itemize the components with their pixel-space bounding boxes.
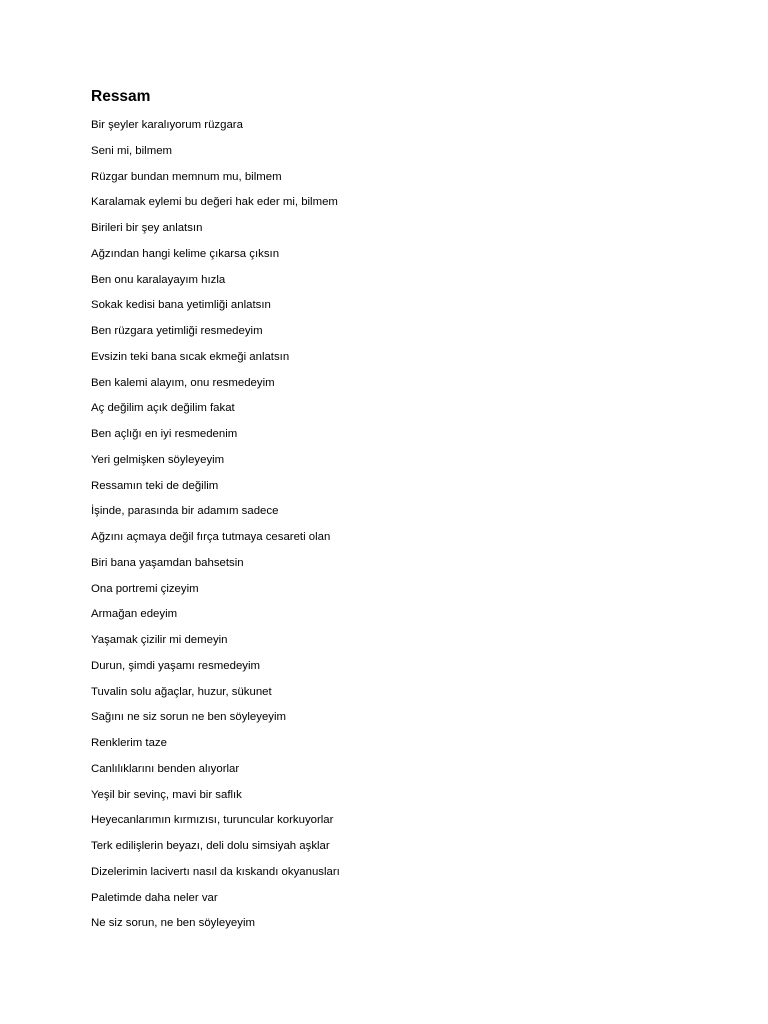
poem-line: Heyecanlarımın kırmızısı, turuncular korkuyorlar <box>91 814 334 827</box>
poem-line: Yeşil bir sevinç, mavi bir saflık <box>91 788 242 801</box>
poem-line: Aç değilim açık değilim fakat <box>91 402 235 415</box>
poem-line: Durun, şimdi yaşamı resmedeyim <box>91 659 261 672</box>
poem-line: Terk edilişlerin beyazı, deli dolu simsiyah aşklar <box>91 840 330 852</box>
poem-line: Sokak kedisi bana yetimliği anlatsın <box>91 299 271 312</box>
poem-line: Canlılıklarını benden alıyorlar <box>91 762 240 775</box>
poem-line: Ona portremi çizeyim <box>91 582 199 595</box>
poem-line: Evsizin teki bana sıcak ekmeği anlatsın <box>91 350 290 363</box>
poem-line: İşinde, parasında bir adamım sadece <box>91 505 279 518</box>
poem-title: Ressam <box>91 88 151 105</box>
poem-line: Sağını ne siz sorun ne ben söyleyeyim <box>91 711 287 724</box>
poem-line: Seni mi, bilmem <box>91 144 173 157</box>
poem-line: Renklerim taze <box>91 737 167 749</box>
poem-line: Ağzını açmaya değil fırça tutmaya cesareti olan <box>91 531 331 543</box>
poem-line: Ne siz sorun, ne ben söyleyeyim <box>91 917 255 930</box>
poem-line: Armağan edeyim <box>91 608 178 621</box>
poem-line: Paletimde daha neler var <box>91 891 218 904</box>
poem-line: Ağzından hangi kelime çıkarsa çıksın <box>91 247 280 260</box>
poem-line: Ressamın teki de değilim <box>91 479 219 492</box>
poem-line: Yeri gelmişken söyleyeyim <box>91 453 225 466</box>
poem-line: Biri bana yaşamdan bahsetsin <box>91 556 244 569</box>
poem-line: Yaşamak çizilir mi demeyin <box>91 634 228 646</box>
poem-line: Bir şeyler karalıyorum rüzgara <box>91 119 243 131</box>
poem-line: Ben açlığı en iyi resmedenim <box>91 428 238 440</box>
poem-line: Karalamak eylemi bu değeri hak eder mi, bilmem <box>91 196 338 209</box>
poem-line: Ben kalemi alayım, onu resmedeyim <box>91 376 275 389</box>
poem-lines <box>91 116 340 940</box>
poem-line: Ben onu karalayayım hızla <box>91 273 226 286</box>
poem-line: Tuvalin solu ağaçlar, huzur, sükunet <box>91 685 272 698</box>
poem-line: Rüzgar bundan memnum mu, bilmem <box>91 170 282 183</box>
poem-line: Dizelerimin lacivertı nasıl da kıskandı okyanusları <box>91 865 340 878</box>
poem-line: Birileri bir şey anlatsın <box>91 222 203 234</box>
poem-line: Ben rüzgara yetimliği resmedeyim <box>91 325 263 337</box>
